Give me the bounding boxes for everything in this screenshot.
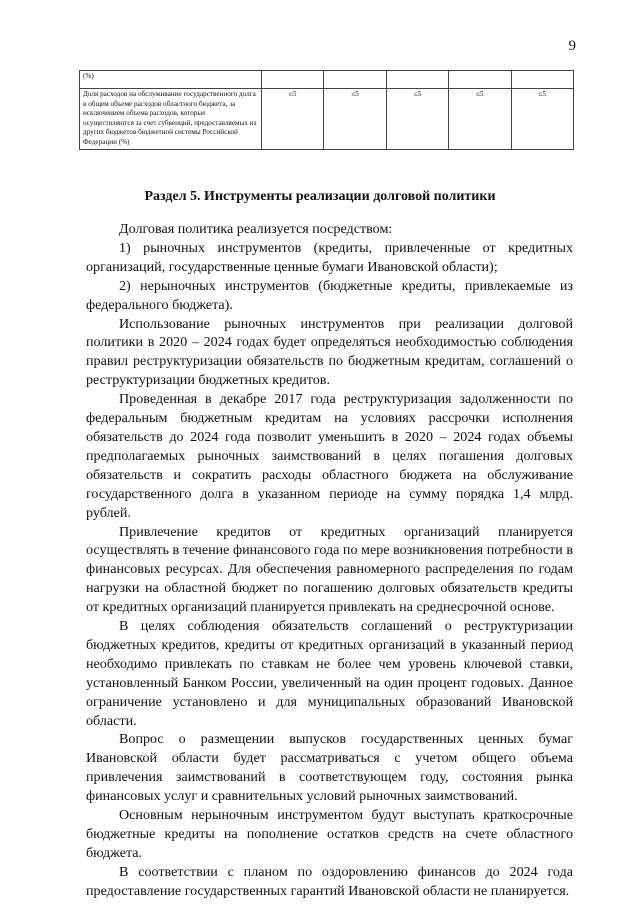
table-cell-value bbox=[449, 71, 511, 89]
table-cell-value bbox=[324, 71, 386, 89]
paragraph: 1) рыночных инструментов (кредиты, привлеченные от кредитных организаций, государственные ценные бумаги Ивановской области); bbox=[86, 239, 573, 275]
paragraph: В целях соблюдения обязательств соглашений о реструктуризации бюджетных кредитов, кредиты от кредитных организаций в указанный период необходимо привлекать по ставкам не более чем уровень ключевой ставки, установленный Банком России, увеличенный на один процент годовых. Данное ограничение установлено и для муниципальных образований Ивановской области. bbox=[86, 618, 573, 729]
table-cell-value bbox=[262, 71, 324, 89]
table-row bbox=[80, 89, 574, 150]
paragraph: Привлечение кредитов от кредитных организаций планируется осуществлять в течение финансового года по мере возникновения потребности в финансовых ресурсах. Для обеспечения равномерного распределения по годам нагрузки на областной бюджет по погашению долговых обязательств кредиты от кредитных организаций планируется привлекать на среднесрочной основе. bbox=[86, 523, 573, 616]
paragraph: Использование рыночных инструментов при реализации долговой политики в 2020 – 2024 годах будет определяться необходимостью соблюдения правил реструктуризации обязательств по бюджетным кредитам, соглашений о реструктуризации бюджетных кредитов. bbox=[86, 315, 573, 389]
paragraph: 2) нерыночных инструментов (бюджетные кредиты, привлекаемые из федерального бюджета). bbox=[86, 277, 573, 313]
table-cell-value: ≤5 bbox=[449, 89, 511, 150]
paragraph: Вопрос о размещении выпусков государственных ценных бумаг Ивановской области будет рассматриваться с учетом общего объема привлечения заимствований в соответствующем году, состояния рынка финансовых услуг и сравнительных условий рыночных заимствований. bbox=[86, 731, 573, 805]
table-cell-value: ≤5 bbox=[511, 89, 573, 150]
section-body bbox=[86, 220, 573, 901]
section-heading: Раздел 5. Инструменты реализации долговой политики bbox=[144, 189, 496, 204]
paragraph: Долговая политика реализуется посредством: bbox=[119, 221, 393, 237]
table-cell-value: ≤5 bbox=[262, 89, 324, 150]
table-cell-value: ≤5 bbox=[324, 89, 386, 150]
paragraph: Проведенная в декабре 2017 года реструктуризация задолженности по федеральным бюджетным кредитам на условиях рассрочки исполнения обязательств до 2024 года позволит уменьшить в 2020 – 2024 годах объемы предполагаемых рыночных заимствований в целях погашения долговых обязательств и сократить расходы областного бюджета на обслуживание государственного долга в указанном периоде на сумму порядка 1,4 млрд. рублей. bbox=[86, 391, 573, 521]
page-number: 9 bbox=[568, 38, 576, 54]
table-cell-label: Доля расходов на обслуживание государственного долга в общем объеме расходов областного бюджета, за исключением объема расходов, которые осуществляются за счет субвенций, предоставляемых из других бюджетов бюджетной системы Российской Федерации (%) bbox=[80, 89, 262, 150]
table-cell-value bbox=[386, 71, 448, 89]
paragraph: Основным нерыночным инструментом будут выступать краткосрочные бюджетные кредиты на пополнение остатков средств на счете областного бюджета. bbox=[86, 807, 573, 861]
paragraph: В соответствии с планом по оздоровлению финансов до 2024 года предоставление государственных гарантий Ивановской области не планируется. bbox=[86, 863, 573, 899]
indicator-table bbox=[79, 70, 574, 150]
table-row bbox=[80, 71, 574, 89]
table-cell-value: ≤5 bbox=[386, 89, 448, 150]
table-cell-label: (%) bbox=[80, 71, 262, 89]
table-cell-value bbox=[511, 71, 573, 89]
